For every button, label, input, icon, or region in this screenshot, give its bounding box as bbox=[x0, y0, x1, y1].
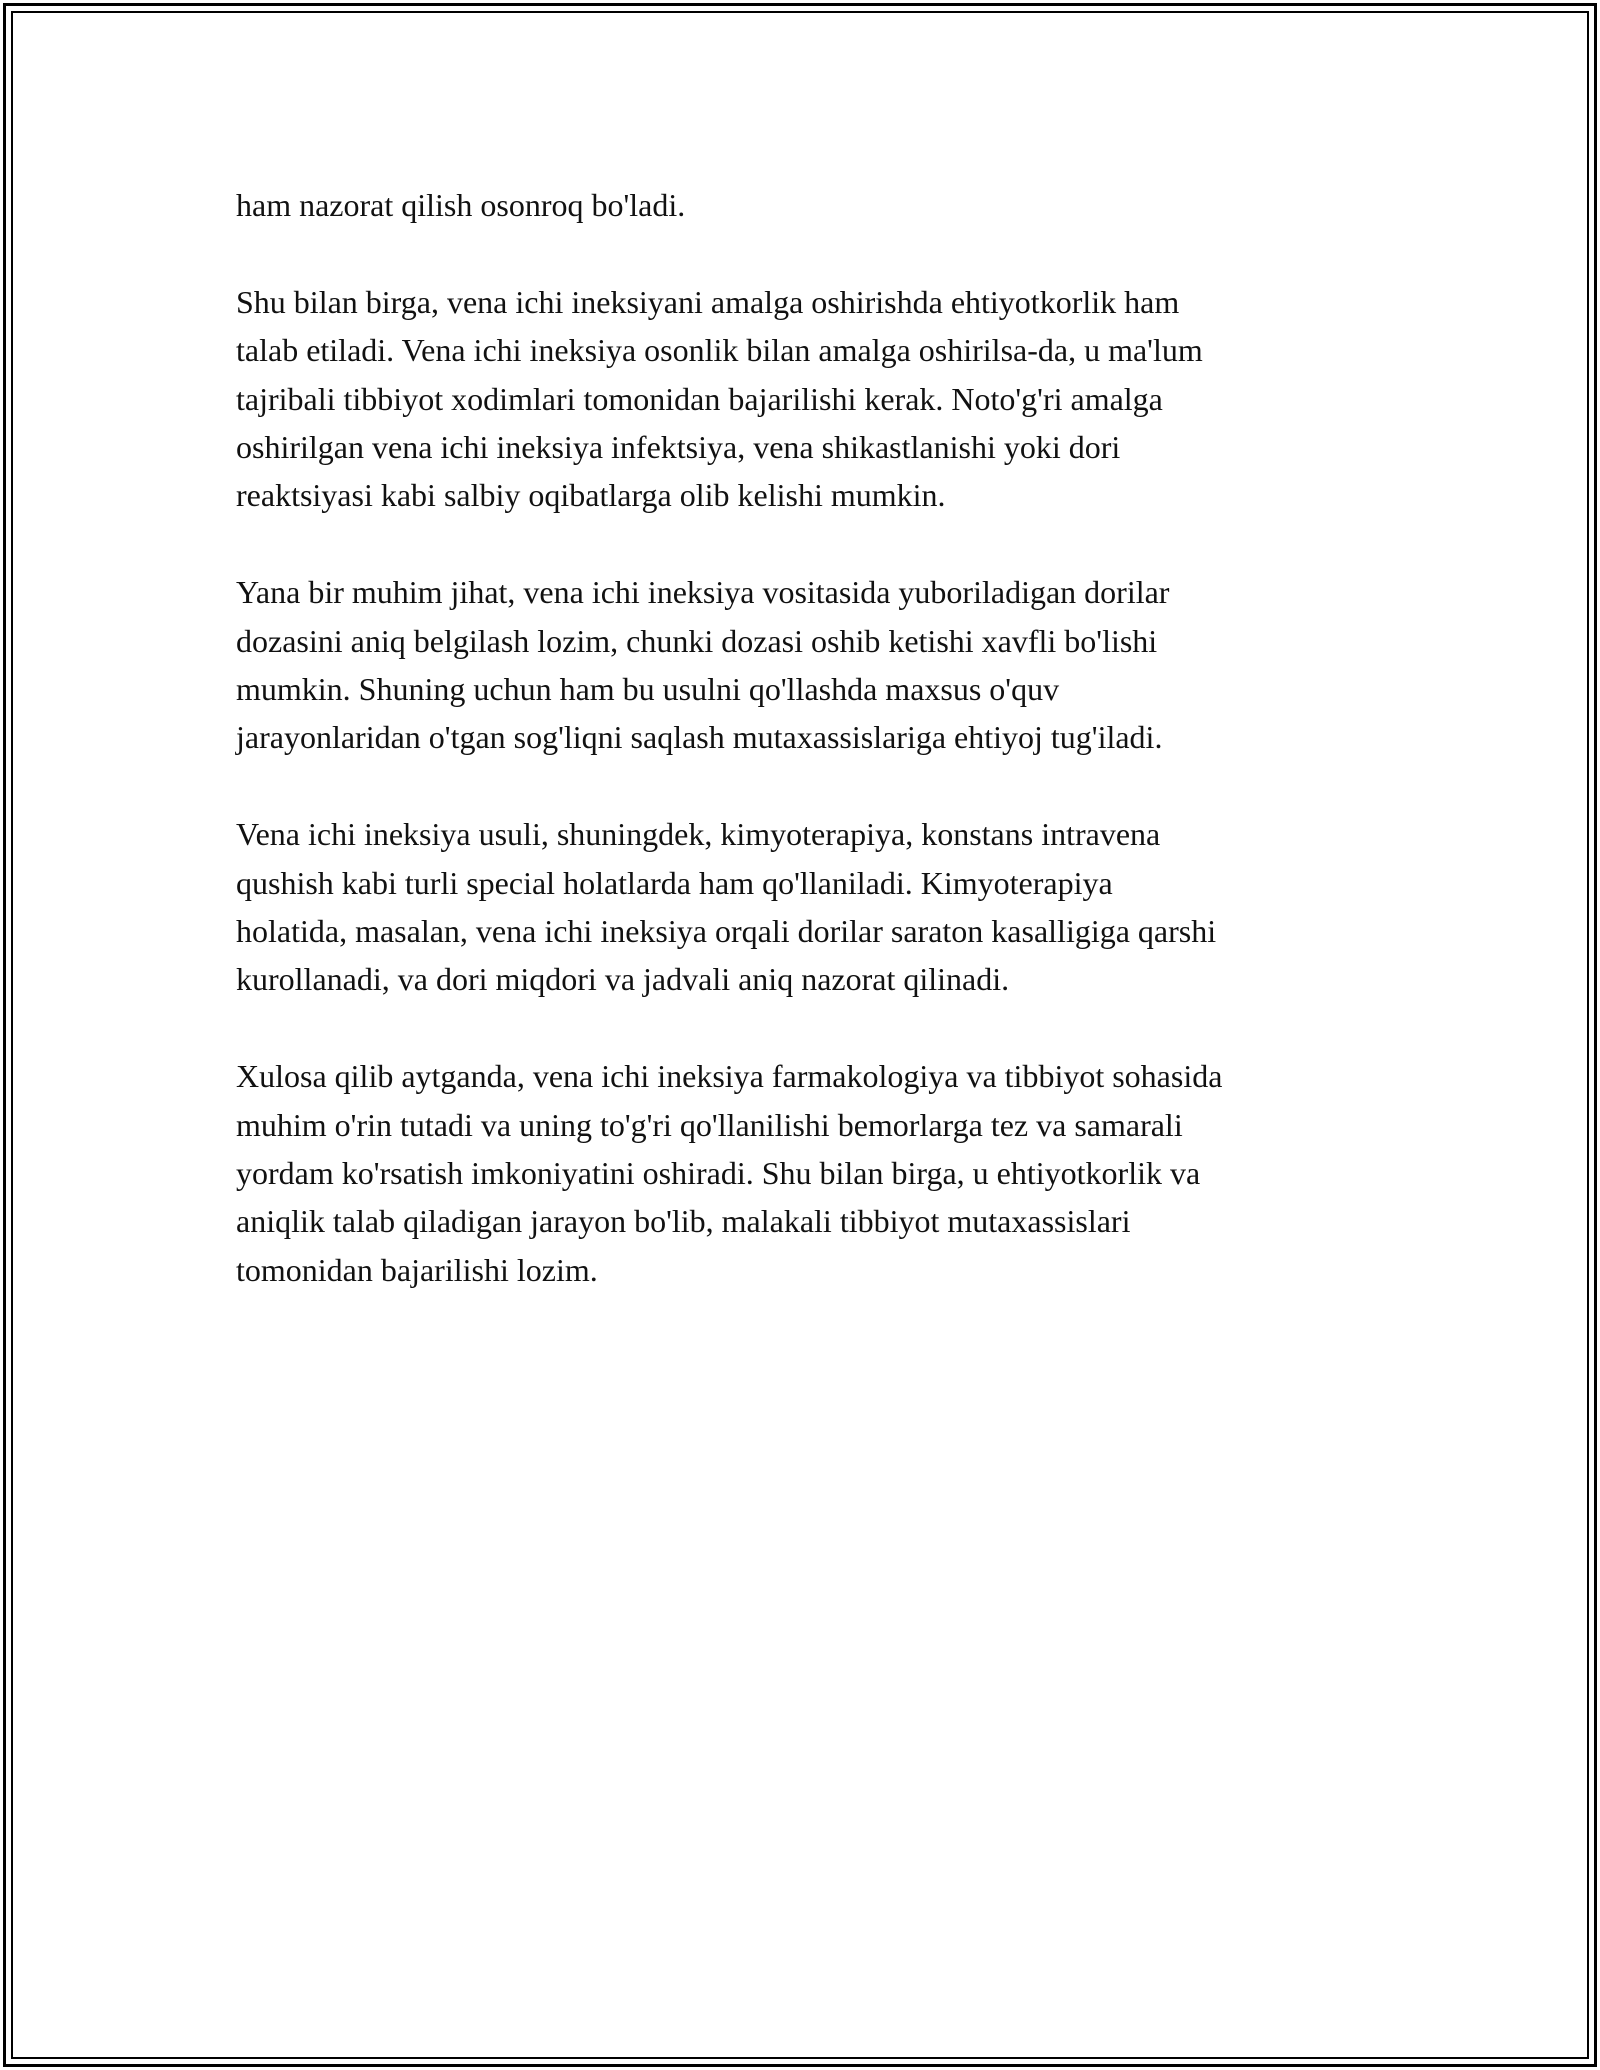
paragraph-conclusion: Xulosa qilib aytganda, vena ichi ineksiya farmakologiya va tibbiyot sohasida muhim o'rin tutadi va uning to'g'ri qo'llanilishi bemorlarga tez va samarali yordam ko'rsatish imkoniyatini oshiradi. Shu bilan birga, u ehtiyotkorlik va aniqlik talab qiladigan jarayon bo'lib, malakali tibbiyot mutaxassislari tomonidan bajarilishi lozim. bbox=[236, 1058, 1223, 1288]
paragraph-caution: Shu bilan birga, vena ichi ineksiyani amalga oshirishda ehtiyotkorlik ham talab etiladi. Vena ichi ineksiya osonlik bilan amalga oshirilsa-da, u ma'lum tajribali tibbiyot xodimlari tomonidan bajarilishi kerak. Noto'g'ri amalga oshirilgan vena ichi ineksiya infektsiya, vena shikastlanishi yoki dori reaktsiyasi kabi salbiy oqibatlarga olib kelishi mumkin. bbox=[236, 283, 1203, 514]
paragraph-dosage: Yana bir muhim jihat, vena ichi ineksiya vositasida yuboriladigan dorilar dozasini aniq belgilash lozim, chunki dozasi oshib ketishi xavfli bo'lishi mumkin. Shuning uchun ham bu usulni qo'llashda maxsus o'quv jarayonlaridan o'tgan sog'liqni saqlash mutaxassislariga ehtiyoj tug'iladi. bbox=[236, 574, 1170, 756]
paragraph-continuation: ham nazorat qilish osonroq bo'ladi. bbox=[236, 187, 686, 223]
paragraph-chemotherapy: Vena ichi ineksiya usuli, shuningdek, kimyoterapiya, konstans intravena qushish kabi turli special holatlarda ham qo'llaniladi. Kimyoterapiya holatida, masalan, vena ichi ineksiya orqali dorilar saraton kasalligiga qarshi kurollanadi, va dori miqdori va jadvali aniq nazorat qilinadi. bbox=[236, 816, 1217, 998]
document-body bbox=[236, 181, 1376, 1343]
